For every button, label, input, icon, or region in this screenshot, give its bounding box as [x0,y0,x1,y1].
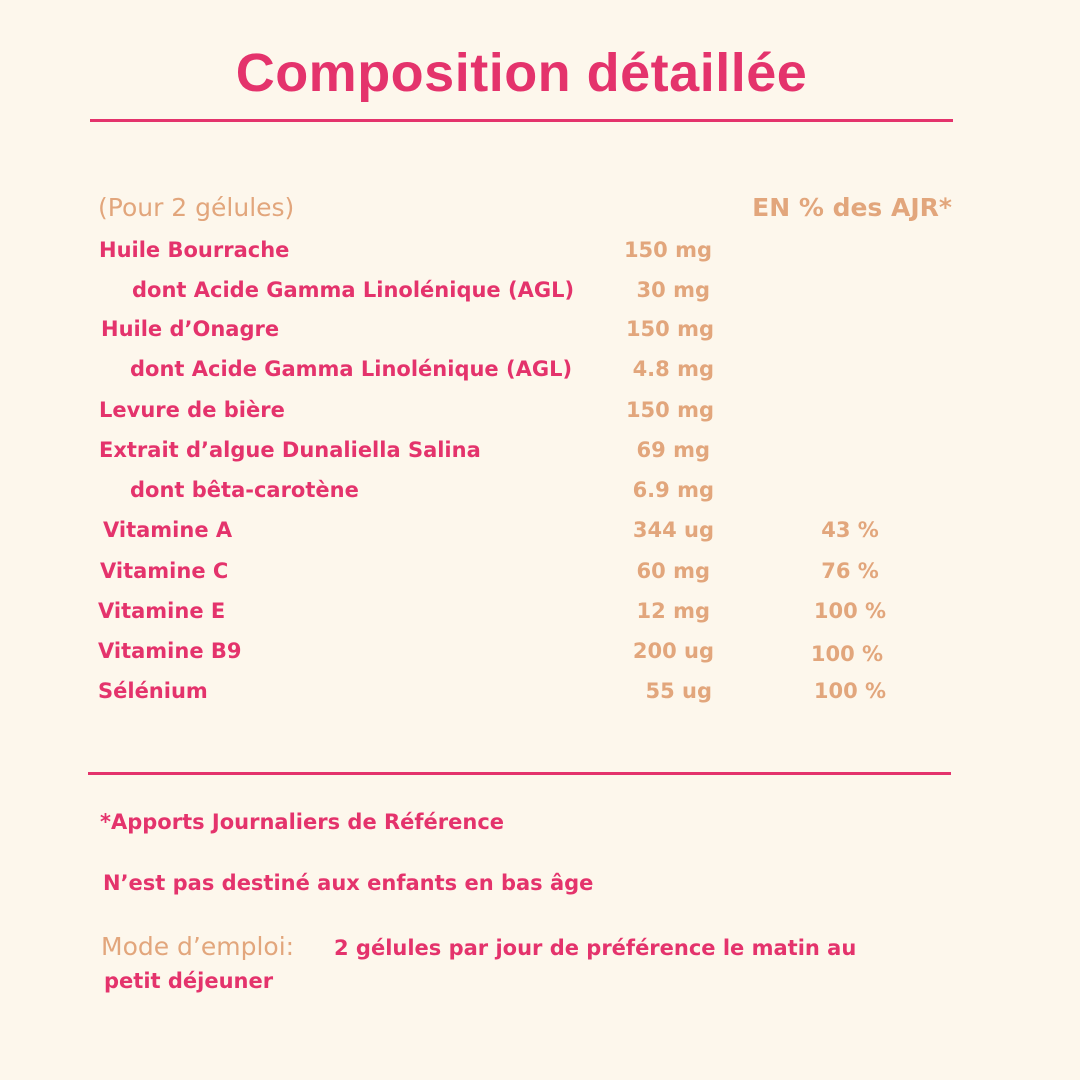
table-row [0,357,1080,393]
ingredient-quantity: 6.9 mg [632,478,714,502]
ingredient-quantity: 200 ug [632,639,714,663]
ajr-percent: 100 % [810,642,884,666]
page-title: Composition détaillée [235,43,808,103]
table-row [0,599,1080,635]
ingredient-name: dont Acide Gamma Linolénique (AGL) [132,278,575,302]
table-row [0,639,1080,675]
ingredient-name: Vitamine B9 [98,639,242,663]
ajr-percent: 100 % [813,599,887,623]
ingredient-quantity: 55 ug [645,679,712,703]
ingredient-quantity: 69 mg [636,438,710,462]
table-row [0,438,1080,474]
ingredient-quantity: 150 mg [625,398,714,422]
ingredient-quantity: 4.8 mg [632,357,714,381]
children-warning: N’est pas destiné aux enfants en bas âge [103,871,594,895]
ingredient-name: Levure de bière [99,398,285,422]
ingredient-quantity: 344 ug [632,518,714,542]
table-row [0,518,1080,554]
table-row [0,559,1080,595]
ingredient-name: dont bêta-carotène [130,478,359,502]
table-row [0,238,1080,274]
table-row [0,398,1080,434]
ingredient-quantity: 150 mg [623,238,712,262]
ingredient-quantity: 150 mg [625,317,714,341]
ajr-percent: 76 % [821,559,879,583]
top-divider [90,119,953,122]
ingredient-name: dont Acide Gamma Linolénique (AGL) [130,357,573,381]
ingredient-name: Sélénium [98,679,208,703]
ingredient-name: Huile Bourrache [99,238,290,262]
ajr-definition: *Apports Journaliers de Référence [100,810,505,834]
usage-text: 2 gélules par jour de préférence le matin au petit déjeuner [104,936,857,993]
bottom-divider [88,772,951,775]
table-row [0,278,1080,314]
ingredient-name: Extrait d’algue Dunaliella Salina [99,438,481,462]
ingredient-quantity: 60 mg [636,559,710,583]
table-row [0,679,1080,715]
usage-label: Mode d’emploi: [101,932,295,961]
portion-header: (Pour 2 gélules) [98,193,295,222]
ajr-percent: 100 % [813,679,887,703]
ingredient-name: Huile d’Onagre [101,317,280,341]
ajr-percent: 43 % [821,518,879,542]
ingredient-name: Vitamine E [98,599,226,623]
ingredient-name: Vitamine A [103,518,233,542]
ingredient-name: Vitamine C [100,559,229,583]
ajr-header: EN % des AJR* [752,193,952,222]
table-row [0,478,1080,514]
table-row [0,317,1080,353]
ingredient-quantity: 12 mg [636,599,710,623]
ingredient-quantity: 30 mg [636,278,710,302]
